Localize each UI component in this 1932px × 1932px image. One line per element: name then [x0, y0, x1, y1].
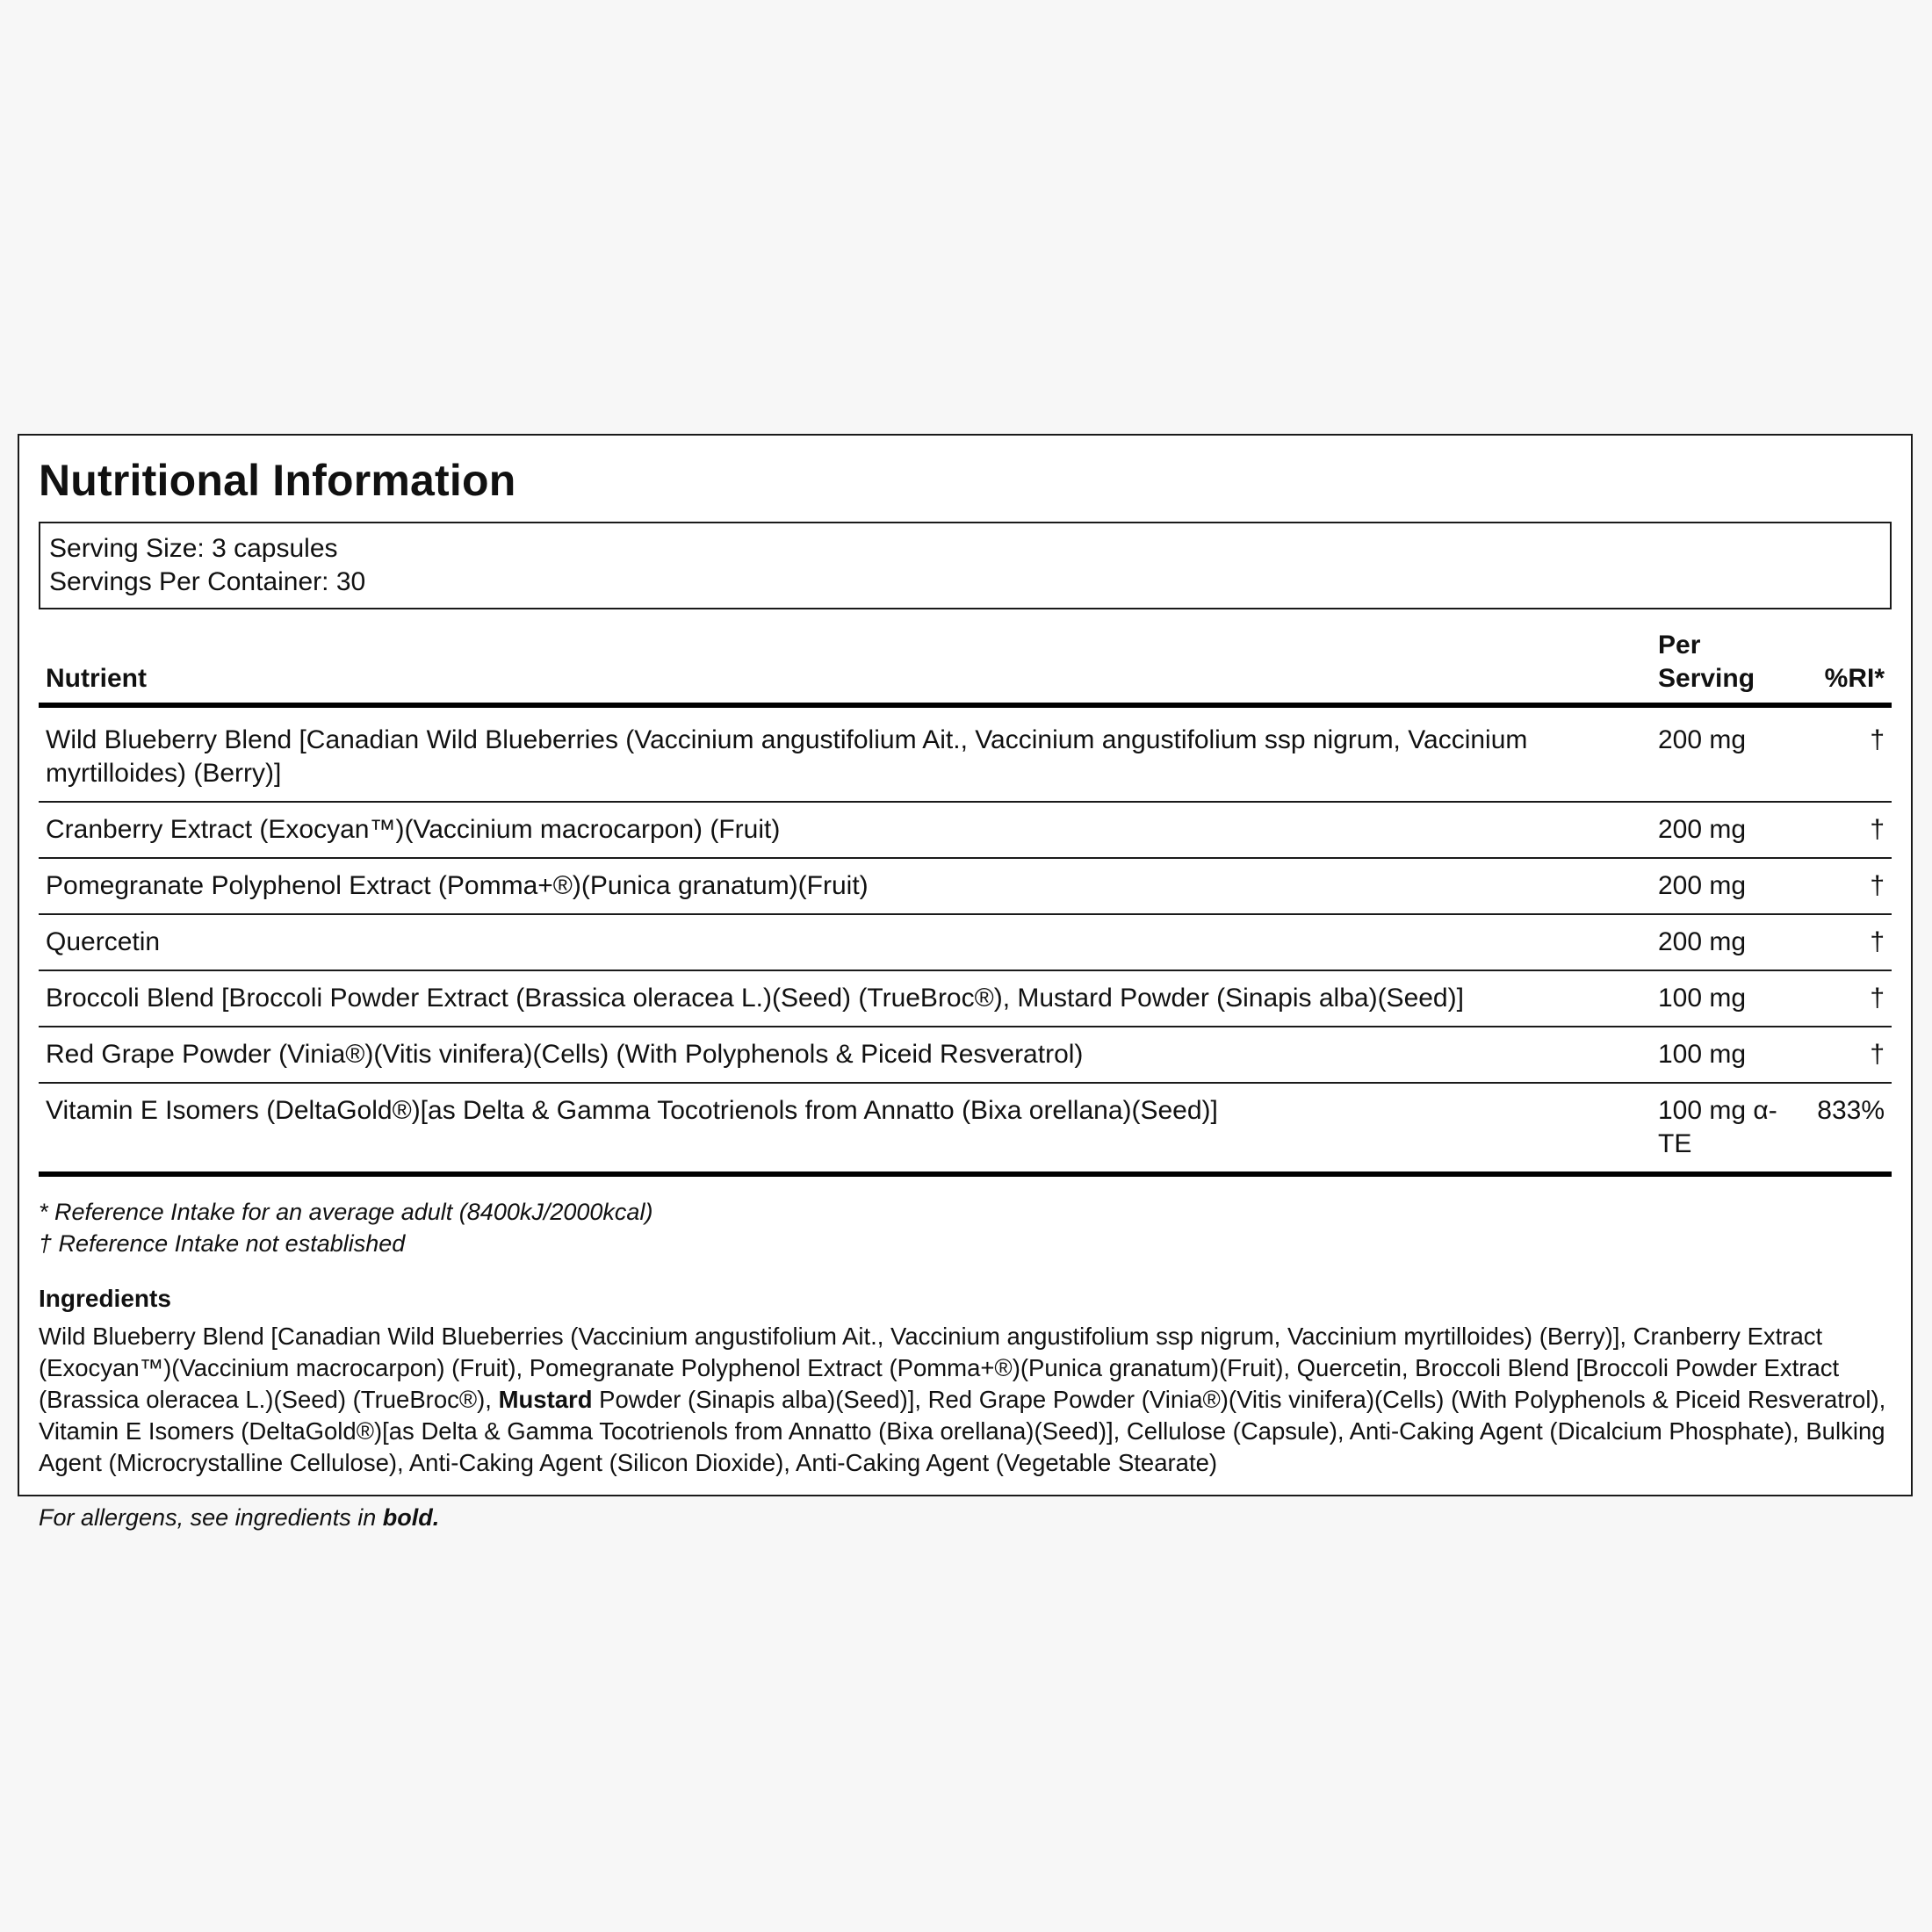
- serving-info-box: [39, 522, 1892, 609]
- allergen-note: [39, 1502, 1892, 1533]
- nutrient-ri: †: [1807, 970, 1892, 1027]
- nutrient-ri: †: [1807, 1027, 1892, 1083]
- ingredients-text-part: Wild Blueberry Blend [Canadian Wild Blueberries (Vaccinium angustifolium Ait., Vaccinium angustifolium ssp nigrum, Vaccinium myrtilloides) (Berry)], Cranberry Extract (Exocyan™)(Vaccinium macrocarpon) (Fruit), Pomegranate Polyphenol Extract (Pomma+®)(Punica granatum)(Fruit), Quercetin, Broccoli Blend [Broccoli Powder Extract (Brassica oleracea L.)(Seed) (TrueBroc®),: [39, 1323, 1840, 1413]
- table-row: [39, 1027, 1892, 1083]
- nutrition-panel: [18, 434, 1913, 1531]
- nutrient-per-serving: 200 mg: [1651, 858, 1807, 914]
- header-nutrient: Nutrient: [39, 629, 1651, 705]
- allergen-highlight: Mustard: [498, 1386, 593, 1413]
- nutrient-ri: †: [1807, 802, 1892, 858]
- ingredients-heading: Ingredients: [39, 1285, 171, 1312]
- nutrient-ri: †: [1807, 858, 1892, 914]
- nutrient-ri: †: [1807, 914, 1892, 970]
- nutrient-per-serving: 100 mg α-TE: [1651, 1083, 1807, 1174]
- table-row: [39, 914, 1892, 970]
- table-header-row: [39, 629, 1892, 705]
- panel-title: Nutritional Information: [39, 456, 516, 505]
- ingredients-text: [39, 1321, 1892, 1479]
- servings-per-container: Servings Per Container: 30: [49, 567, 366, 596]
- nutrient-per-serving: 100 mg: [1651, 970, 1807, 1027]
- table-row: [39, 858, 1892, 914]
- table-row: [39, 802, 1892, 858]
- table-row: [39, 970, 1892, 1027]
- nutrient-name: Cranberry Extract (Exocyan™)(Vaccinium macrocarpon) (Fruit): [39, 802, 1651, 858]
- nutrient-table: [39, 629, 1892, 1177]
- allergen-note-bold-word: bold.: [382, 1504, 440, 1531]
- nutrient-name: Vitamin E Isomers (DeltaGold®)[as Delta & Gamma Tocotrienols from Annatto (Bixa orellana)(Seed)]: [39, 1083, 1651, 1174]
- allergen-note-prefix: For allergens, see ingredients in: [39, 1504, 383, 1531]
- nutrient-ri: †: [1807, 705, 1892, 802]
- nutrient-name: Broccoli Blend [Broccoli Powder Extract (Brassica oleracea L.)(Seed) (TrueBroc®), Mustard Powder (Sinapis alba)(Seed)]: [39, 970, 1651, 1027]
- nutrient-name: Red Grape Powder (Vinia®)(Vitis vinifera)(Cells) (With Polyphenols & Piceid Resveratrol): [39, 1027, 1651, 1083]
- nutrient-name: Pomegranate Polyphenol Extract (Pomma+®)(Punica granatum)(Fruit): [39, 858, 1651, 914]
- footnote-ri-not-established: † Reference Intake not established: [39, 1230, 406, 1257]
- table-row: [39, 1083, 1892, 1174]
- header-ri: %RI*: [1807, 629, 1892, 705]
- nutrient-per-serving: 200 mg: [1651, 705, 1807, 802]
- nutrient-name: Wild Blueberry Blend [Canadian Wild Blueberries (Vaccinium angustifolium Ait., Vaccinium angustifolium ssp nigrum, Vaccinium myrtilloides) (Berry)]: [39, 705, 1651, 802]
- header-per-serving: Per Serving: [1651, 629, 1807, 705]
- nutrient-ri: 833%: [1807, 1083, 1892, 1174]
- nutrient-per-serving: 200 mg: [1651, 914, 1807, 970]
- nutrient-per-serving: 100 mg: [1651, 1027, 1807, 1083]
- nutrient-name: Quercetin: [39, 914, 1651, 970]
- serving-size: Serving Size: 3 capsules: [49, 534, 338, 563]
- footnote-ri-reference: * Reference Intake for an average adult (8400kJ/2000kcal): [39, 1199, 653, 1225]
- footnotes: [39, 1196, 1892, 1259]
- nutrient-per-serving: 200 mg: [1651, 802, 1807, 858]
- ingredients-text-part: Powder (Sinapis alba)(Seed)], Red Grape Powder (Vinia®)(Vitis vinifera)(Cells) (With Polyphenols & Piceid Resveratrol), Vitamin E Isomers (DeltaGold®)[as Delta & Gamma Tocotrienols from Annatto (Bixa orellana)(Seed)], Cellulose (Capsule), Anti-Caking Agent (Dicalcium Phosphate), Bulking Agent (Microcrystalline Cellulose), Anti-Caking Agent (Silicon Dioxide), Anti-Caking Agent (Vegetable Stearate): [39, 1386, 1886, 1476]
- table-row: [39, 705, 1892, 802]
